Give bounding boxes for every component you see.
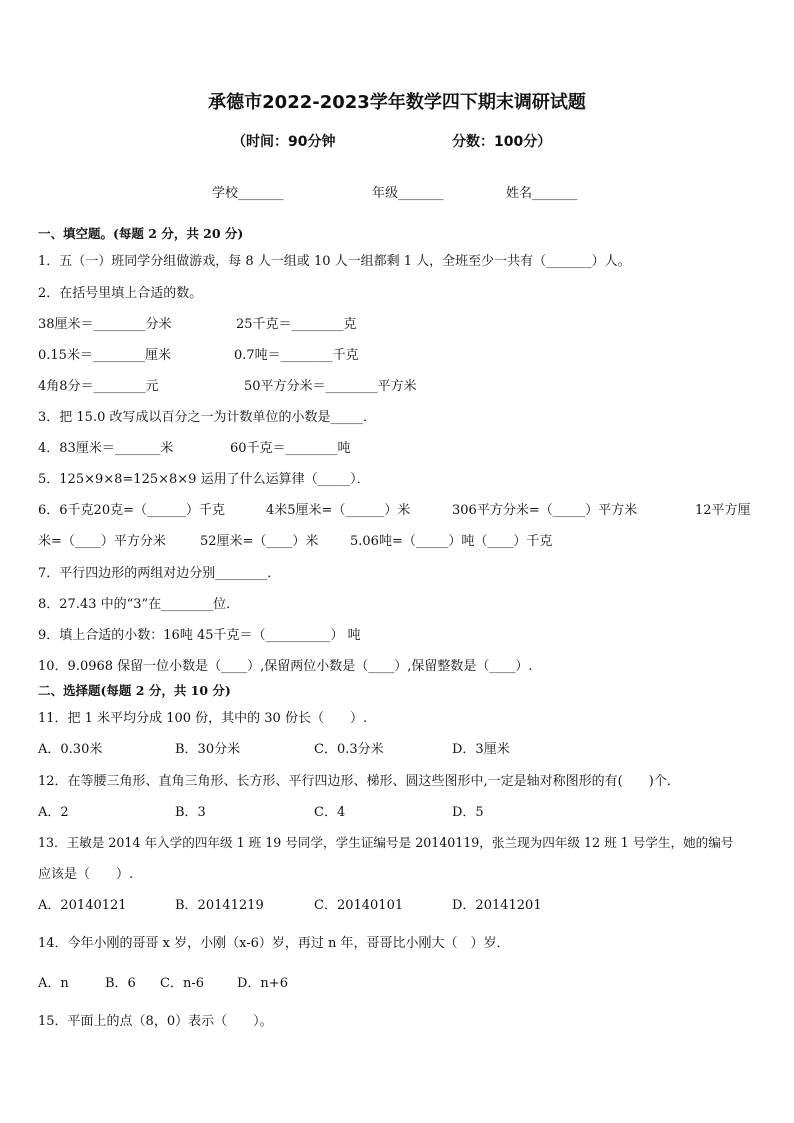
grade-field: 年级_______ [372, 186, 444, 201]
question-6-part: 306平方分米=（_____）平方米 [452, 503, 638, 518]
option-c: C．0.3分米 [314, 742, 384, 757]
question-4: 4．83厘米＝_______米 [38, 441, 174, 456]
option-d: D．3厘米 [452, 742, 510, 757]
option-b: B．20141219 [175, 898, 264, 913]
question-2-item: 0.15米＝________厘米 [38, 348, 171, 363]
question-1: 1．五（一）班同学分组做游戏，每 8 人一组或 10 人一组都剩 1 人，全班至少一共有（_______）人。 [38, 254, 631, 269]
option-c: C．20140101 [314, 898, 404, 913]
question-6-part: 12平方厘 [695, 503, 751, 518]
question-5: 5．125×9×8=125×8×9 运用了什么运算律（_____）． [38, 472, 370, 487]
question-11: 11．把 1 米平均分成 100 份，其中的 30 份长（ ）. [38, 711, 368, 726]
name-field: 姓名_______ [506, 186, 578, 201]
question-6-part: 4米5厘米=（______）米 [266, 503, 411, 518]
question-8: 8．27.43 中的“3”在________位． [38, 597, 240, 612]
question-6: 6．6千克20克=（______）千克 [38, 503, 225, 518]
question-13-cont: 应该是（ ）. [38, 867, 134, 882]
question-6-part: 52厘米=（____）米 [200, 534, 319, 549]
option-b: B．30分米 [175, 742, 241, 757]
question-2: 2．在括号里填上合适的数。 [38, 286, 203, 301]
option-a: A．2 [38, 805, 69, 820]
option-c: C．4 [314, 805, 346, 820]
question-14: 14．今年小刚的哥哥 x 岁，小刚（x-6）岁，再过 n 年，哥哥比小刚大（ ）岁． [38, 936, 510, 951]
question-2-item: 38厘米＝________分米 [38, 317, 172, 332]
option-b: B．6 [105, 976, 136, 991]
option-d: D．5 [452, 805, 484, 820]
option-a: A．n [38, 976, 69, 991]
option-d: D．n+6 [237, 976, 288, 991]
exam-time: （时间：90分钟 [232, 134, 336, 150]
exam-score: 分数：100分） [452, 134, 552, 150]
page-title: 承德市2022-2023学年数学四下期末调研试题 [208, 92, 586, 113]
section-2-heading: 二、选择题(每题 2 分，共 10 分) [38, 683, 231, 698]
question-2-item: 0.7吨＝________千克 [234, 348, 359, 363]
school-field: 学校_______ [212, 186, 284, 201]
question-15: 15．平面上的点（8，0）表示（ ）。 [38, 1014, 273, 1029]
question-6-part: 米=（____）平方分米 [38, 534, 166, 549]
question-3: 3．把 15.0 改写成以百分之一为计数单位的小数是_____． [38, 410, 376, 425]
option-b: B．3 [175, 805, 206, 820]
option-d: D．20141201 [452, 898, 542, 913]
question-10: 10．9.0968 保留一位小数是（____）,保留两位小数是（____）,保留整数是（____）. [38, 659, 533, 674]
option-a: A．0.30米 [38, 742, 103, 757]
option-a: A．20140121 [38, 898, 127, 913]
option-c: C．n-6 [160, 976, 204, 991]
section-1-heading: 一、填空题。(每题 2 分，共 20 分) [38, 226, 244, 241]
question-9: 9．填上合适的小数：16吨 45千克＝（__________） 吨 [38, 628, 361, 643]
question-13: 13．王敏是 2014 年入学的四年级 1 班 19 号同学，学生证编号是 20140119，张兰现为四年级 12 班 1 号学生，她的编号 [38, 835, 734, 850]
question-2-item: 25千克＝________克 [236, 317, 357, 332]
question-6-part: 5.06吨=（_____）吨（____）千克 [350, 534, 553, 549]
question-2-item: 50平方分米＝________平方米 [244, 379, 417, 394]
question-4-part: 60千克＝________吨 [230, 441, 351, 456]
question-2-item: 4角8分＝________元 [38, 379, 159, 394]
question-12: 12．在等腰三角形、直角三角形、长方形、平行四边形、梯形、圆这些图形中,一定是轴对称图形的有( )个． [38, 774, 680, 789]
question-7: 7．平行四边形的两组对边分别________． [38, 566, 281, 581]
